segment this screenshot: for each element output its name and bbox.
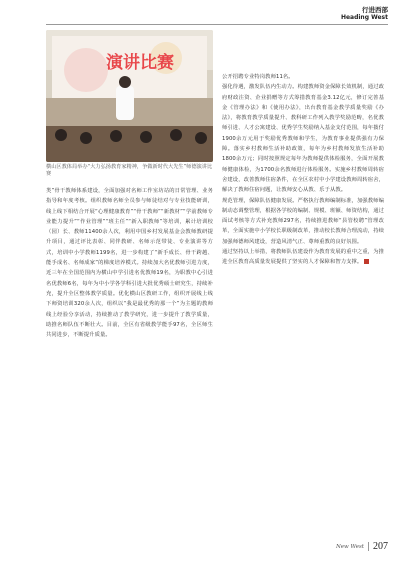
section-header [341,6,388,22]
body-paragraph: 类”骨干教师体系建设，全面加强对名师工作室坊站的日常管理、业务指导和年度考核。组织教师名师全员参与师徒结对与专业技能研训，线上线下相结合开展“心理健康教育”“骨干教师”“新教材”“学前教师专业能力提升”“作业管理”“班主任”“新入职教师”等培训，累计培训校（园）长、教师11400余人次，利用中国乡村发展基金会教师教研提升项目，通过评比表彰、同伴教研、名师示范带徒、专业演讲等方式，培训中小学教师1199名，进一步构建了“新手成长、骨干跨越、能手成名、名师成家”的梯度培养模式。持续加大名优教师引进力度，近三年在全国范围内为横山中学引进名优教师19名，为职教中心引进名优教师6名，每年为中小学各学科引进大批优秀硕士研究生，持续补充，提升全区整体教学质量。优化横山区教研工作，组织开展线上线下师资培训320余人次，组织以“我是最优秀的那一个”为主题的教师线上经验分享活动，持续推动了教学研究，进一步提升了教学质量，助推名师队伍不断壮大。目前，全区有省级教学能手97名，全区师生共同进步，不断提升质量。 [46,188,213,339]
page-footer [336,541,388,552]
body-paragraph: 强化待遇，激发队伍内生动力。构建教师资金保障长效机制，通过政府财政注资、企业捐赠等方式筹措教育基金3.12亿元，修订完善基金《管理办法》和《使用办法》，出台教育基金教学质量奖励《办法》，将教育教学质量提升、教科研工作列入教学奖励范畴，名优教师引进、人才公寓建设、优秀学生奖励纳入基金支付范围，每年拨付1900余万元用于奖励优秀教师和学生，为教育事业提供强有力保障。落实乡村教师生活补助政策，每年为乡村教师发放生活补助1800余万元；同时按照规定每年为教师提供体检服务，全面开展教师健康体检，为1700余名教师进行体检服务。实施乡村教师周转宿舍建设，改善教师住宿条件，在全区农村中小学建设教师周转宿舍，解决了教师住宿问题，让教师安心从教、乐于从教。 [222,84,384,194]
section-title-en: Heading West [340,14,388,21]
body-paragraph: 通过坚持以上举措，将教师队伍建设作为教育发展的重中之重，为推进全区教育高质量发展提供了坚实的人才保障和智力支撑。 [222,249,384,266]
footer-divider [368,542,369,551]
banner-text: 演讲比赛 [106,53,174,73]
header-divider [46,24,388,25]
page-number: 207 [373,541,388,552]
section-title-zh: 行进西部 [362,6,388,14]
article-column-right [222,72,384,268]
article-column-left [46,186,213,340]
magazine-name: New West [335,543,364,550]
body-paragraph: 规范管理，保障队伍健康发展。严格执行教师编制标准，加强教师编制动态调整管理，根据各学校的编制、规模、班额、师资结构，通过面试考核等方式补充教师297名，持续推进教师“县管校聘”管理改革，全面实施中小学校长职级制改革，推动校长教师合理流动，持续加强师德师风建设，营造风清气正、尊师重教的良好氛围。 [222,197,384,245]
end-mark-icon [364,259,369,264]
photo-caption: 横山区教体局举办“大力弘扬教育家精神，争做新时代大先生”师德演讲比赛 [46,164,213,177]
body-paragraph: 公开招聘专业特岗教师11名。 [222,74,294,80]
event-photo [46,30,213,162]
